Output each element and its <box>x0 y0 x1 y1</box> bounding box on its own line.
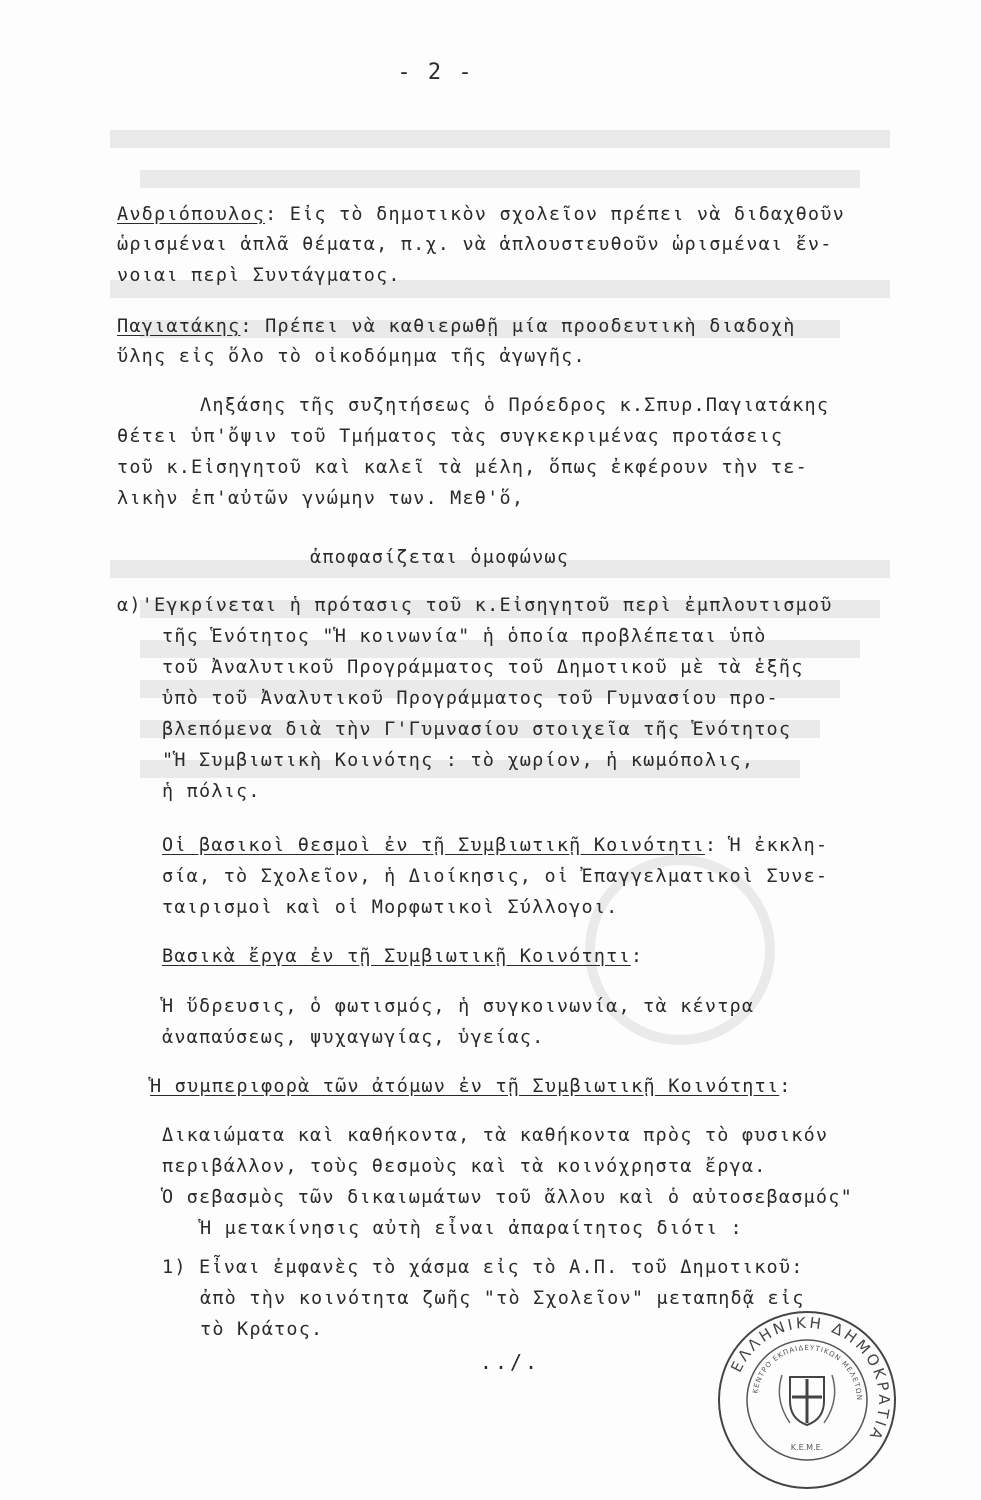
page-number: - 2 - <box>397 60 474 85</box>
speaker-line <box>117 314 796 340</box>
works-heading: Βασικὰ ἔργα ἐν τῇ Συμβιωτικῇ Κοινότητι <box>162 946 631 967</box>
seal-inner-text: ΚΕΝΤΡΟ ΕΚΠΑΙΔΕΥΤΙΚΩΝ ΜΕΛΕΤΩΝ <box>751 1343 864 1402</box>
text-line: Ὁ σεβασμὸς τῶν δικαιωμάτων τοῦ ἄλλου καὶ ὁ αὐτοσεβασμός" <box>162 1187 853 1208</box>
text-line: ὕλης εἰς ὅλο τὸ οἰκοδόμημα τῆς ἀγωγῆς. <box>117 346 586 367</box>
seal-bottom-text: Κ.Ε.Μ.Ε. <box>790 1443 824 1452</box>
continuation-mark: ../. <box>479 1350 541 1374</box>
text-line: νοιαι περὶ Συντάγματος. <box>117 265 401 286</box>
text-line: ἀναπαύσεως, ψυχαγωγίας, ὑγείας. <box>162 1027 545 1048</box>
speech-text: : Εἰς τὸ δημοτικὸν σχολεῖον πρέπει νὰ διδαχθοῦν <box>265 204 845 225</box>
speaker-name: Ανδριόπουλος <box>117 204 266 225</box>
text-line: Δικαιώματα καὶ καθήκοντα, τὰ καθήκοντα πρὸς τὸ φυσικόν <box>162 1125 829 1146</box>
text-line: τῆς Ἑνότητος "Ἡ κοινωνία" ἡ ὁποία προβλέπεται ὑπὸ <box>162 626 767 647</box>
decision-heading: ἀποφασίζεται ὁμοφώνως <box>310 547 570 568</box>
text-line: βλεπόμενα διὰ τὴν Γ'Γυμνασίου στοιχεῖα τῆς Ἑνότητος <box>162 719 792 740</box>
text-line: Ληξάσης τῆς συζητήσεως ὁ Πρόεδρος κ.Σπυρ.Παγιατάκης <box>200 395 830 416</box>
text-line: ὑπὸ τοῦ Ἀναλυτικοῦ Προγράμματος τοῦ Γυμνασίου προ- <box>162 688 779 709</box>
text-line: λικὴν ἐπ'αὐτῶν γνώμην των. Μεθ'ὅ, <box>117 488 525 509</box>
speaker-name: Παγιατάκης <box>117 316 241 337</box>
text-line: θέτει ὑπ'ὄψιν τοῦ Τμήματος τὰς συγκεκριμένας προτάσεις <box>117 426 784 447</box>
institutions-heading: Οἱ βασικοὶ θεσμοὶ ἐν τῇ Συμβιωτικῇ Κοινότητι <box>162 835 705 856</box>
text-line: τοῦ κ.Εἰσηγητοῦ καὶ καλεῖ τὰ μέλη, ὅπως ἐκφέρουν τὴν τε- <box>117 457 808 478</box>
heading-line <box>162 833 828 859</box>
text-line: ὡρισμέναι ἁπλᾶ θέματα, π.χ. νὰ ἁπλουστευθοῦν ὡρισμέναι ἔν- <box>117 234 833 255</box>
text-line: Ἡ μετακίνησις αὐτὴ εἶναι ἀπαραίτητος διότι : <box>200 1218 743 1239</box>
heading-tail: : Ἡ ἐκκλη- <box>704 835 829 856</box>
text-line: ταιρισμοὶ καὶ οἱ Μορφωτικοὶ Σύλλογοι. <box>162 897 619 918</box>
text-line: ἀπὸ τὴν κοινότητα ζωῆς "τὸ Σχολεῖον" μεταπηδᾷ εἰς <box>200 1288 805 1309</box>
text-line: 1) Εἶναι ἐμφανὲς τὸ χάσμα εἰς τὸ Α.Π. τοῦ Δημοτικοῦ: <box>162 1257 804 1278</box>
heading-colon: : <box>630 946 644 967</box>
speaker-line <box>117 202 845 228</box>
text-line: α)'Εγκρίνεται ἡ πρότασις τοῦ κ.Εἰσηγητοῦ περὶ ἐμπλουτισμοῦ <box>117 595 833 616</box>
heading-colon: : <box>779 1076 792 1097</box>
official-seal-stamp <box>712 1305 902 1495</box>
text-line: τὸ Κράτος. <box>200 1319 324 1340</box>
heading-line <box>150 1074 792 1100</box>
text-line: σία, τὸ Σχολεῖον, ἡ Διοίκησις, οἱ Ἐπαγγελματικοὶ Συνε- <box>162 866 829 887</box>
text-line: ἡ πόλις. <box>162 781 261 802</box>
text-line: τοῦ Ἀναλυτικοῦ Προγράμματος τοῦ Δημοτικοῦ μὲ τὰ ἑξῆς <box>162 657 804 678</box>
text-line: περιβάλλον, τοὺς θεσμοὺς καὶ τὰ κοινόχρηστα ἔργα. <box>162 1156 767 1177</box>
seal-outer-text: ΕΛΛΗΝΙΚΗ ΔΗΜΟΚΡΑΤΙΑ <box>727 1313 894 1445</box>
text-line: "Ἡ Συμβιωτικὴ Κοινότης : τὸ χωρίον, ἡ κωμόπολις, <box>162 750 755 771</box>
speech-text: : Πρέπει νὰ καθιερωθῇ μία προοδευτικὴ διαδοχὴ <box>240 316 796 337</box>
text-line: Ἡ ὕδρευσις, ὁ φωτισμός, ἡ συγκοινωνία, τὰ κέντρα <box>162 996 755 1017</box>
heading-line <box>162 944 643 970</box>
coat-of-arms-icon <box>779 1375 834 1425</box>
behaviour-heading: Ἡ συμπεριφορὰ τῶν ἀτόμων ἐν τῇ Συμβιωτικῇ Κοινότητι <box>150 1076 780 1097</box>
